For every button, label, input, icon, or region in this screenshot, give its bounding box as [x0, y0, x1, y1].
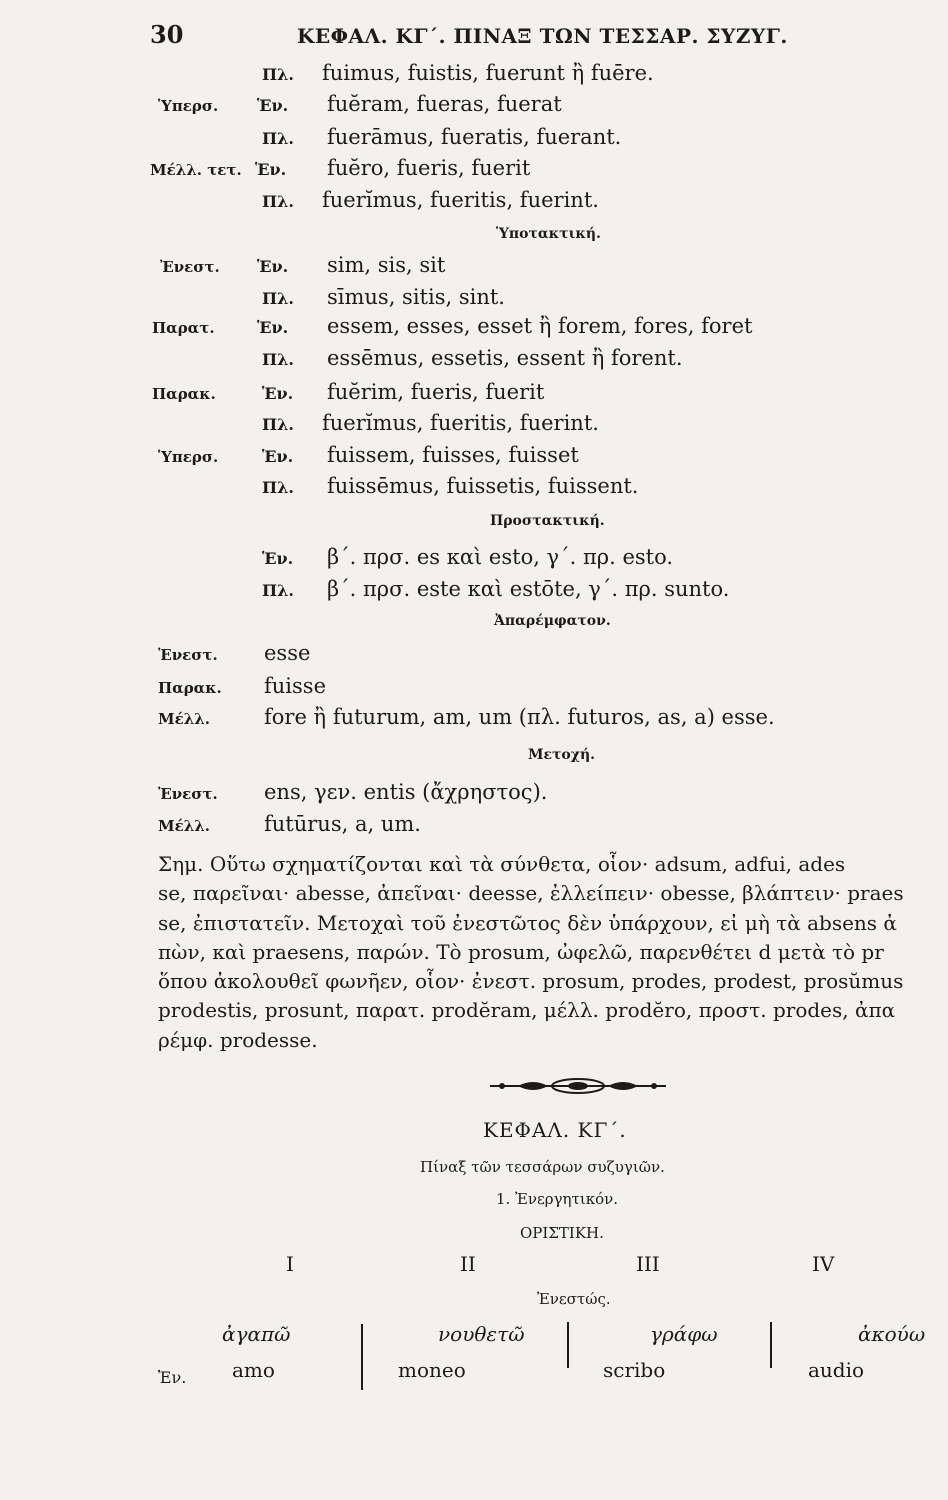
conjugation-numeral: IV: [812, 1252, 835, 1276]
form-text: sim, sis, sit: [327, 253, 446, 277]
form-text: fuerĭmus, fueritis, fuerint.: [322, 411, 599, 435]
number-label: Ἑν.: [158, 1368, 187, 1387]
paradigm-row: [0, 345, 948, 375]
section-title-participle: Μετοχή.: [528, 747, 596, 763]
conjugation-numeral: II: [460, 1252, 476, 1276]
form-text: fore ἢ futurum, am, um (πλ. futuros, as, a) esse.: [264, 705, 775, 729]
number-label: Ἑν.: [262, 549, 294, 568]
section-title-infinitive: Ἀπαρέμφατον.: [494, 613, 611, 629]
chapter-subtitle: Πίναξ τῶν τεσσάρων συζυγιῶν.: [420, 1158, 665, 1176]
note-line: se, παρεῖναι· abesse, ἀπεῖναι· deesse, ἐλλείπειν· obesse, βλάπτειν· praes: [158, 881, 904, 906]
paradigm-row: [0, 284, 948, 314]
form-text: fuissem, fuisses, fuisset: [327, 443, 579, 467]
tense-label: Ὑπερσ.: [158, 97, 219, 115]
form-text: β΄. πρσ. es καὶ esto, γ΄. πρ. esto.: [327, 545, 674, 569]
latin-verb: amo: [232, 1358, 275, 1382]
tense-label: Παρακ.: [158, 679, 222, 697]
tense-label: Ἐνεστ.: [160, 258, 220, 276]
paradigm-row: [0, 544, 948, 574]
number-label: Πλ.: [262, 129, 294, 148]
form-text: fuissēmus, fuissetis, fuissent.: [327, 474, 639, 498]
number-label: Πλ.: [262, 289, 294, 308]
paradigm-row: [0, 60, 948, 90]
number-label: Ἑν.: [255, 160, 287, 179]
paradigm-row: [0, 155, 948, 185]
paradigm-row: [0, 410, 948, 440]
paradigm-row: [0, 704, 948, 734]
paradigm-row: [0, 779, 948, 809]
column-divider: [770, 1322, 772, 1368]
paradigm-row: [0, 673, 948, 703]
form-text: ens, γεν. entis (ἄχρηστος).: [264, 780, 548, 804]
number-label: Ἑν.: [257, 96, 289, 115]
paradigm-row: [0, 379, 948, 409]
form-text: essēmus, essetis, essent ἢ forent.: [327, 346, 683, 370]
mood-heading: ΟΡΙΣΤΙΚΗ.: [520, 1224, 604, 1242]
number-label: Πλ.: [262, 65, 294, 84]
paradigm-row: [0, 313, 948, 343]
note-line: πὼν, καὶ praesens, παρών. Τὸ prosum, ὠφελῶ, παρενθέτει d μετὰ τὸ pr: [158, 939, 884, 964]
form-text: fuĕrim, fueris, fuerit: [327, 380, 545, 404]
note-line: ὅπου ἀκολουθεῖ φωνῆεν, οἷον· ἐνεστ. prosum, prodes, prodest, prosŭmus: [158, 969, 904, 994]
paradigm-row: [0, 576, 948, 606]
greek-verb: γράφω: [650, 1322, 718, 1346]
ornament-divider: [488, 1076, 668, 1096]
latin-verb: moneo: [398, 1358, 466, 1382]
latin-verb: scribo: [603, 1358, 666, 1382]
form-text: futūrus, a, um.: [264, 812, 421, 836]
greek-verb: νουθετῶ: [438, 1322, 525, 1346]
number-label: Ἑν.: [262, 447, 294, 466]
tense-label: Παρατ.: [152, 319, 215, 337]
number-label: Ἑν.: [257, 318, 289, 337]
greek-verb: ἀκούω: [858, 1322, 926, 1346]
section-title-imperative: Προστακτική.: [490, 513, 605, 529]
section-title-subjunctive: Ὑποτακτική.: [496, 226, 601, 242]
conjugation-numeral: I: [286, 1252, 294, 1276]
paradigm-row: [0, 124, 948, 154]
form-text: essem, esses, esset ἢ forem, fores, foret: [327, 314, 753, 338]
form-text: fuerĭmus, fueritis, fuerint.: [322, 188, 599, 212]
note-line: Σημ. Οὕτω σχηματίζονται καὶ τὰ σύνθετα, οἷον· adsum, adfui, ades: [158, 852, 846, 876]
tense-heading: Ἐνεστώς.: [537, 1290, 611, 1308]
greek-verb: ἀγαπῶ: [222, 1322, 291, 1346]
paradigm-row: [0, 252, 948, 282]
number-label: Πλ.: [262, 478, 294, 497]
paradigm-row: [0, 91, 948, 121]
form-text: fuĕram, fueras, fuerat: [327, 92, 562, 116]
form-text: fuimus, fuistis, fuerunt ἢ fuēre.: [322, 61, 654, 85]
tense-label: Μέλλ. τετ.: [150, 161, 242, 179]
number-label: Ἑν.: [262, 384, 294, 403]
tense-label: Μέλλ.: [158, 710, 210, 728]
number-label: Πλ.: [262, 581, 294, 600]
tense-label: Ἐνεστ.: [158, 785, 218, 803]
number-label: Πλ.: [262, 192, 294, 211]
paradigm-row: [0, 442, 948, 472]
number-label: Πλ.: [262, 415, 294, 434]
tense-label: Παρακ.: [152, 385, 216, 403]
tense-label: Ἐνεστ.: [158, 646, 218, 664]
note-line: se, ἐπιστατεῖν. Μετοχαὶ τοῦ ἐνεστῶτος δὲν ὑπάρχουν, εἰ μὴ τὰ absens ἀ: [158, 910, 897, 935]
paradigm-row: [0, 640, 948, 670]
paradigm-row: [0, 811, 948, 841]
number-label: Πλ.: [262, 350, 294, 369]
running-title: ΚΕΦΑΛ. ΚΓ΄. ΠΙΝΑΞ ΤΩΝ ΤΕΣΣΑΡ. ΣΥΖΥΓ.: [297, 24, 788, 48]
number-label: Ἑν.: [257, 257, 289, 276]
column-divider: [567, 1322, 569, 1368]
conjugation-numeral: III: [636, 1252, 660, 1276]
form-text: fuĕro, fueris, fuerit: [327, 156, 531, 180]
tense-label: Μέλλ.: [158, 817, 210, 835]
voice-heading: 1. Ἐνεργητικόν.: [496, 1190, 619, 1208]
form-text: esse: [264, 641, 311, 665]
paradigm-row: [0, 473, 948, 503]
chapter-title: ΚΕΦΑΛ. ΚΓ΄.: [483, 1118, 627, 1142]
form-text: sīmus, sitis, sint.: [327, 285, 505, 309]
form-text: β΄. πρσ. este καὶ estōte, γ΄. πρ. sunto.: [327, 577, 730, 601]
form-text: fuisse: [264, 674, 326, 698]
tense-label: Ὑπερσ.: [158, 448, 219, 466]
column-divider: [361, 1324, 363, 1390]
note-line: ρέμφ. prodesse.: [158, 1027, 318, 1052]
page-number: 30: [150, 20, 184, 49]
form-text: fuerāmus, fueratis, fuerant.: [327, 125, 622, 149]
latin-verb: audio: [808, 1358, 865, 1382]
paradigm-row: [0, 187, 948, 217]
note-line: prodestis, prosunt, παρατ. prodĕram, μέλλ. prodĕro, προστ. prodes, ἀπα: [158, 998, 896, 1023]
note-paragraph: [158, 850, 948, 1055]
